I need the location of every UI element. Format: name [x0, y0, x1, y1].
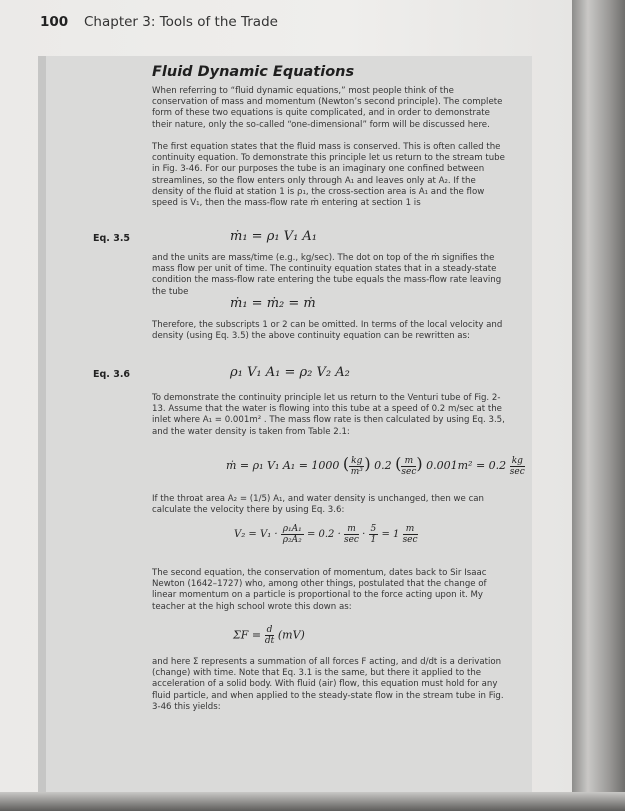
eq-3-5: ṁ₁ = ρ₁ V₁ A₁ [230, 229, 318, 244]
unit-m-per-sec: $\frac{m}{\sec}$ [401, 455, 417, 477]
velocity-value: 0.2 [374, 459, 392, 472]
paragraph-continuity: The first equation states that the fluid mass is conserved. This is often called the continuity equation. To demonstrate this principle let us return to the stream tube in Fig. 3-46. For our purposes the tube is an imaginary one confined between streamlines, so the flow enters only through A₁ and leaves only at A₂. If the density of the fluid at station 1 is ρ₁, the cross-section area is A₁ and the flow speed is V₁, then the mass-flow rate ṁ entering at section 1 is [152, 142, 505, 209]
paragraph-momentum: The second equation, the conservation of momentum, dates back to Sir Isaac Newton (1642–1727) who, among other things, postulated that the change of linear momentum on a particle is proportional to the force acting upon it. My teacher at the high school wrote this down as: [152, 568, 487, 612]
book-spine-shadow [572, 0, 625, 811]
section-title: Fluid Dynamic Equations [152, 64, 355, 80]
chapter-title: Chapter 3: Tools of the Trade [84, 14, 278, 30]
derivative-d-dt: $\frac{d}{dt}$ [264, 625, 275, 646]
eq-3-6-label: Eq. 3.6 [93, 369, 131, 380]
eq-3-6: ρ₁ V₁ A₁ = ρ₂ V₂ A₂ [230, 365, 350, 380]
paragraph-intro: When referring to “fluid dynamic equations,” most people think of the conservation of mass and momentum (Newton’s second principle). The complete form of these two equations is quite complicated, and in order to demonstrate their nature, only the so-called “one-dimensional” form will be discussed here. [152, 86, 503, 130]
paragraph-summation: and here Σ represents a summation of all forces F acting, and d/dt is a derivation (change) with time. Note that Eq. 3.1 is the same, but there it applied to the acceleration of a solid body. With fluid (air) flow, this equation must hold for any fluid particle, and when applied to the steady-state flow in the stream tube in Fig. 3-46 this yields: [152, 657, 504, 712]
unit-m-per-sec-2: $\frac{m}{\sec}$ [343, 524, 359, 545]
mass-flow-rhs: 0.001m² = 0.2 [426, 459, 507, 472]
paragraph-throat: If the throat area A₂ = (1/5) A₁, and water density is unchanged, then we can calculate the velocity there by using Eq. 3.6: [152, 494, 485, 516]
paragraph-units: and the units are mass/time (e.g., kg/sec). The dot on top of the ṁ signifies the mass flow per unit of time. The continuity equation states that in a steady-state condition the mass-flow rate entering the tube equals the mass-flow rate leaving the tube [152, 253, 502, 297]
mass-flow-calculation: ṁ = ρ₁ V₁ A₁ = 1000 ( $\frac{kg}{\text{m³}}$ ) 0.2 ( $\frac{m}{\sec}$ ) 0.001m² = 0.2 $\frac{kg}{\sec}$ [226, 454, 525, 477]
continuity-equation: ṁ₁ = ṁ₂ = ṁ [230, 296, 316, 311]
paragraph-venturi: To demonstrate the continuity principle let us return to the Venturi tube of Fig. 2-13. Assume that the water is flowing into this tube at a speed of 0.2 m/sec at the inlet where A₁ = 0.001m² . The mass flow rate is then calculated by using Eq. 3.5, and the water density is taken from Table 2.1: [152, 393, 505, 437]
mass-flow-lhs: ṁ = ρ₁ V₁ A₁ = 1000 [226, 459, 340, 472]
sidebar-box-edge [38, 56, 46, 792]
eq-3-5-label: Eq. 3.5 [93, 233, 131, 244]
page-number: 100 [40, 14, 69, 30]
bottom-shadow [0, 792, 625, 811]
density-area-ratio: $\frac{\text{ρ₁A₁}}{\text{ρ₂A₂}}$ [282, 524, 302, 545]
velocity-calculation: V₂ = V₁ · $\frac{\text{ρ₁A₁}}{\text{ρ₂A₂}}$ = 0.2 · $\frac{m}{\sec}$ · $\frac{5}{1}$ = 1 $\frac{m}{\sec}$ [234, 524, 418, 545]
ratio-five-to-one: $\frac{5}{1}$ [370, 524, 377, 545]
unit-m-per-sec-3: $\frac{m}{\sec}$ [402, 524, 418, 545]
unit-kg-per-sec: $\frac{kg}{\sec}$ [509, 455, 525, 477]
newton-equation: ΣF = $\frac{d}{dt}$ (mV) [233, 625, 305, 646]
paragraph-subscripts: Therefore, the subscripts 1 or 2 can be omitted. In terms of the local velocity and density (using Eq. 3.5) the above continuity equation can be rewritten as: [152, 320, 503, 342]
unit-kg-per-m3: $\frac{kg}{\text{m³}}$ [350, 455, 363, 477]
